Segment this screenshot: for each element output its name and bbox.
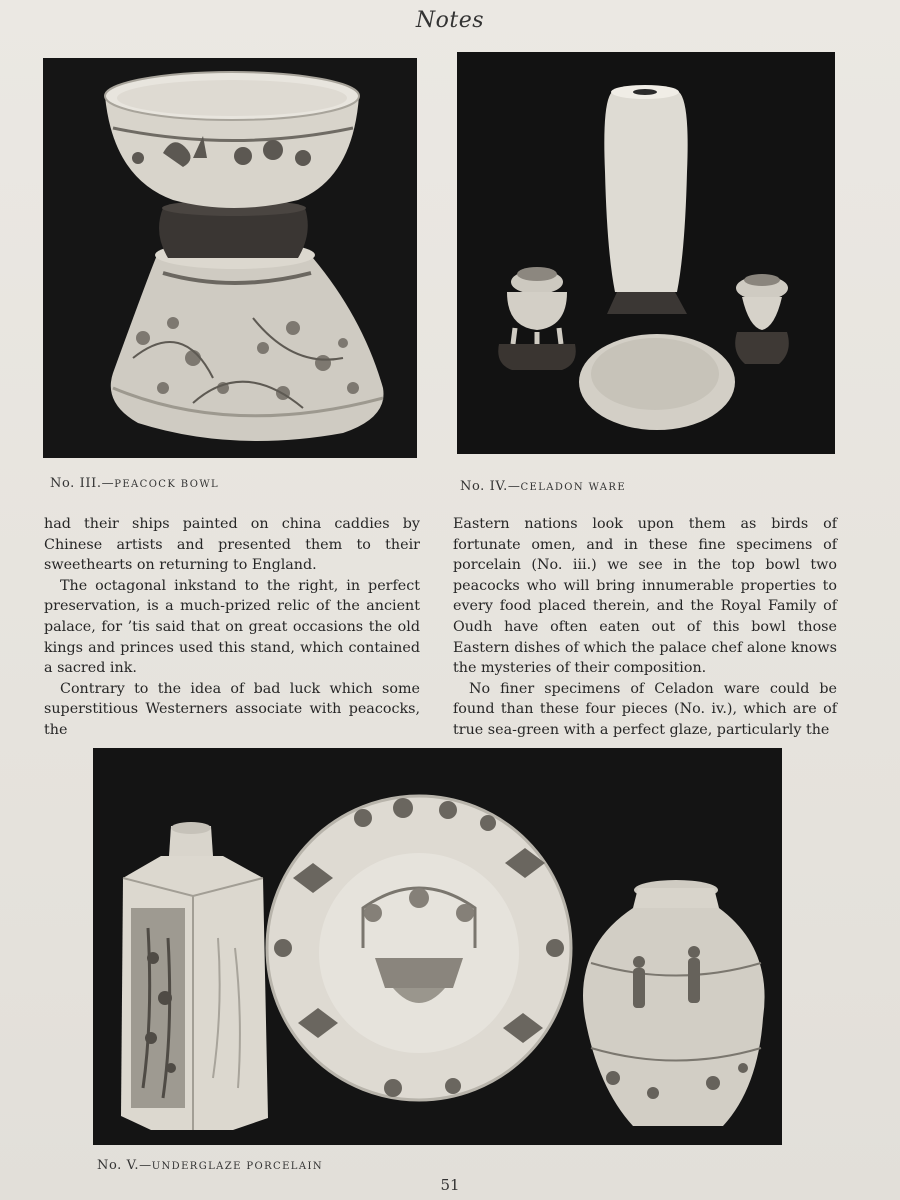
celadon-ware-illustration [457, 52, 835, 454]
caption-title: PEACOCK BOWL [114, 479, 220, 490]
body-column-left [44, 514, 420, 741]
peacock-bowl-illustration [43, 58, 417, 458]
caption-dash: — [139, 1158, 152, 1172]
plate-peacock-bowl-photo [43, 58, 417, 458]
caption-number: No. III. [50, 476, 102, 491]
caption-plate-5 [97, 1158, 323, 1173]
running-title: Notes [415, 8, 485, 33]
caption-title: UNDERGLAZE PORCELAIN [151, 1161, 323, 1172]
caption-plate-4 [460, 479, 626, 494]
caption-number: No. V. [97, 1158, 140, 1173]
paragraph: No finer specimens of Celadon ware could be found than these four pieces (No. iv.), which are of true sea-green with a perfect glaze, particularly the [453, 680, 837, 738]
caption-dash: — [101, 476, 115, 490]
paragraph: Contrary to the idea of bad luck which some superstitious Westerners associate with peacocks, the [44, 680, 420, 738]
paragraph: Eastern nations look upon them as birds of fortunate omen, and in these fine specimens of porcelain (No. iii.) we see in the top bowl two peacocks who will bring innumerable properties to every food placed therein, and the Royal Family of Oudh have often eaten out of this bowl those Eastern dishes of which the palace chef alone knows the mysteries of their composition. [453, 516, 837, 677]
underglaze-porcelain-illustration [93, 748, 782, 1145]
body-column-right [453, 514, 837, 741]
paragraph: The octagonal inkstand to the right, in perfect preservation, is a much-prized relic of the ancient palace, for ’tis said that on great occasions the old kings and princes used this stand, which contained a sacred ink. [44, 577, 420, 677]
paragraph: had their ships painted on china caddies by Chinese artists and presented them to their sweethearts on returning to England. [44, 516, 420, 574]
page-number: 51 [440, 1176, 460, 1194]
caption-number: No. IV. [460, 479, 508, 494]
caption-plate-3 [50, 476, 219, 491]
plate-celadon-ware-photo [457, 52, 835, 454]
caption-dash: — [507, 479, 521, 493]
plate-underglaze-porcelain-photo [93, 748, 782, 1145]
caption-title: CELADON WARE [520, 482, 627, 493]
